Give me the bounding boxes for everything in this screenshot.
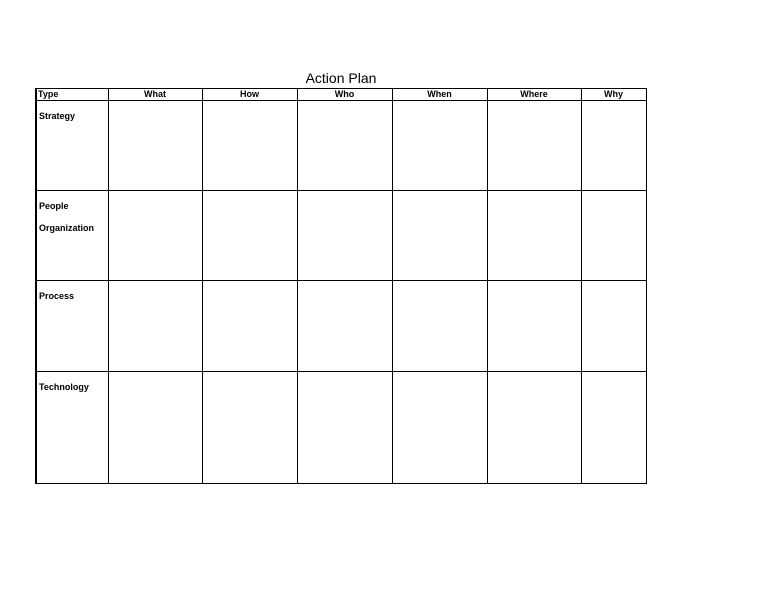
action-plan-table	[35, 88, 647, 484]
cell-why[interactable]	[581, 191, 646, 281]
cell-why[interactable]	[581, 372, 646, 484]
cell-how[interactable]	[202, 101, 297, 191]
page-title: Action Plan	[305, 70, 377, 86]
cell-why[interactable]	[581, 101, 646, 191]
table-row	[36, 101, 646, 191]
cell-when[interactable]	[392, 372, 487, 484]
row-type-strategy	[36, 101, 108, 191]
cell-when[interactable]	[392, 191, 487, 281]
cell-where[interactable]	[487, 101, 581, 191]
header-where: Where	[487, 89, 581, 101]
row-type-process	[36, 281, 108, 372]
cell-why[interactable]	[581, 281, 646, 372]
table-row	[36, 281, 646, 372]
header-what: What	[108, 89, 202, 101]
cell-when[interactable]	[392, 281, 487, 372]
row-label: Organization	[39, 223, 95, 233]
cell-what[interactable]	[108, 281, 202, 372]
cell-where[interactable]	[487, 372, 581, 484]
header-how: How	[202, 89, 297, 101]
cell-where[interactable]	[487, 191, 581, 281]
cell-who[interactable]	[297, 281, 392, 372]
cell-who[interactable]	[297, 191, 392, 281]
row-type-people-organization	[36, 191, 108, 281]
cell-who[interactable]	[297, 101, 392, 191]
row-label: Strategy	[39, 111, 76, 121]
header-type: Type	[36, 89, 108, 101]
cell-what[interactable]	[108, 101, 202, 191]
cell-who[interactable]	[297, 372, 392, 484]
cell-how[interactable]	[202, 281, 297, 372]
cell-how[interactable]	[202, 372, 297, 484]
table-row	[36, 191, 646, 281]
cell-what[interactable]	[108, 191, 202, 281]
table-row	[36, 372, 646, 484]
row-label: Process	[39, 291, 75, 301]
row-label: People	[39, 201, 69, 211]
cell-where[interactable]	[487, 281, 581, 372]
cell-how[interactable]	[202, 191, 297, 281]
cell-what[interactable]	[108, 372, 202, 484]
cell-when[interactable]	[392, 101, 487, 191]
header-when: When	[392, 89, 487, 101]
row-label: Technology	[39, 382, 89, 392]
header-who: Who	[297, 89, 392, 101]
header-row	[36, 89, 646, 101]
header-why: Why	[581, 89, 646, 101]
row-type-technology	[36, 372, 108, 484]
